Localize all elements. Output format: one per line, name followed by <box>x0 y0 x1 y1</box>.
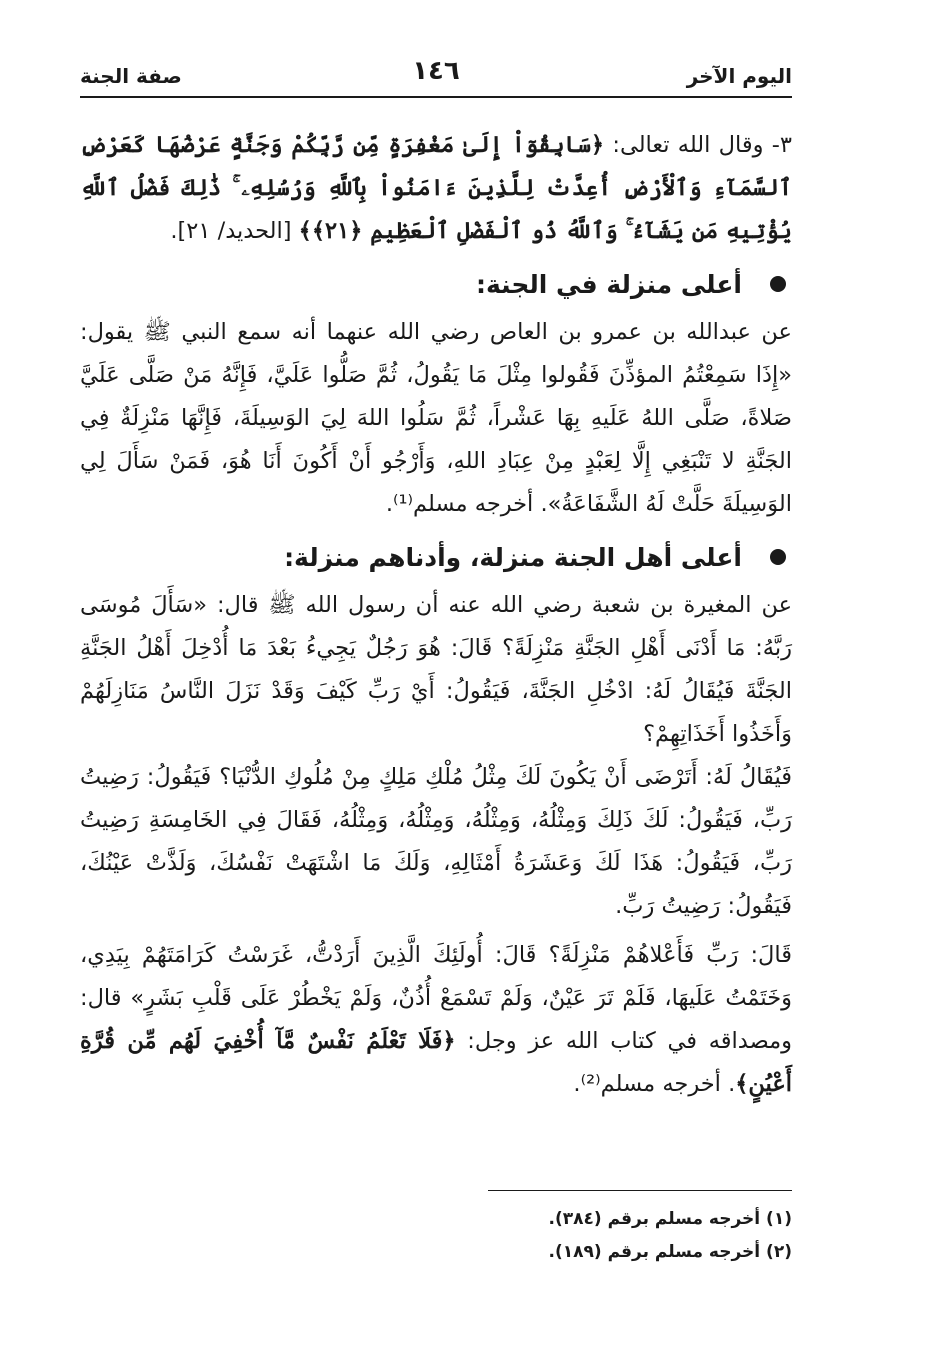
bullet-icon <box>770 549 786 565</box>
hadith-musa-part-1: عن المغيرة بن شعبة رضي الله عنه أن رسول الله ﷺ قال: «سَأَلَ مُوسَى رَبَّهُ: مَا أَدْنَى أَهْلِ الجَنَّةِ مَنْزِلَةً؟ قَالَ: هُوَ رَجُلٌ يَجِيءُ بَعْدَ مَا أُدْخِلَ أَهْلُ الجَنَّةِ الجَنَّةَ فَيُقَالُ لَهُ: ادْخُلِ الجَنَّةَ، فَيَقُولُ: أَيْ رَبِّ كَيْفَ وَقَدْ نَزَلَ النَّاسُ مَنَازِلَهُمْ وَأَخَذُوا أَخَذَاتِهِمْ؟ <box>80 592 792 747</box>
section-heading-highest-rank <box>80 259 792 311</box>
hadith-source: . أخرجه مسلم⁽²⁾. <box>573 1071 736 1097</box>
quran-verse-hadid: ﴿سَابِقُوٓاْ إِلَىٰ مَغْفِرَةٍ مِّن رَّبِّكُمْ وَجَنَّةٍ عَرْضُهَا كَعَرْضِ ٱلسَّمَآءِ وَٱلْأَرْضِ أُعِدَّتْ لِلَّذِينَ ءَامَنُواْ بِٱللَّهِ وَرُسُلِهِۦ ۚ ذَٰلِكَ فَضْلُ ٱللَّهِ يُؤْتِيهِ مَن يَشَآءُ ۚ وَٱللَّهُ ذُو ٱلْفَضْلِ ٱلْعَظِيمِ ﴿٢١﴾﴾ <box>80 132 792 244</box>
heading-text: أعلى منزلة في الجنة: <box>475 270 742 299</box>
heading-text: أعلى أهل الجنة منزلة، وأدناهم منزلة: <box>284 543 742 572</box>
chapter-title: اليوم الآخر <box>686 64 792 88</box>
section-heading-highest-lowest <box>80 532 792 584</box>
bullet-icon <box>770 276 786 292</box>
page-number: ١٤٦ <box>412 56 460 86</box>
verse-reference: [الحديد/ ٢١]. <box>170 218 299 244</box>
item-3-intro: ٣- وقال الله تعالى: <box>604 132 792 158</box>
footnotes <box>80 1203 792 1269</box>
running-header <box>80 52 792 94</box>
hadith-musa-part-3 <box>80 934 792 1106</box>
footnote-2: (٢) أخرجه مسلم برقم (١٨٩). <box>548 1242 792 1262</box>
hadith-wasila: عن عبدالله بن عمرو بن العاص رضي الله عنهما أنه سمع النبي ﷺ يقول: «إِذَا سَمِعْتُمُ المؤذِّنَ فَقُولوا مِثْلَ مَا يَقُولُ، ثُمَّ صَلُّوا عَلَيَّ، فَإِنَّهُ مَنْ صَلَّى عَلَيَّ صَلاةً، صَلَّى اللهُ عَلَيهِ بِهَا عَشْراً، ثُمَّ سَلُوا اللهَ لِيَ الوَسِيلَةَ، فَإِنَّهَا مَنْزِلَةٌ فِي الجَنَّةِ لا تَنْبَغِي إِلَّا لِعَبْدٍ مِنْ عِبَادِ اللهِ، وَأَرْجُو أَنْ أَكُونَ أَنَا هُوَ، فَمَنْ سَأَلَ لِي الوَسِيلَةَ حَلَّتْ لَهُ الشَّفَاعَةُ». أخرجه مسلم⁽¹⁾. <box>80 319 792 517</box>
item-3-paragraph <box>80 124 792 253</box>
hadith-musa-part-2: فَيُقَالُ لَهُ: أَتَرْضَى أَنْ يَكُونَ لَكَ مِثْلُ مُلْكِ مَلِكٍ مِنْ مُلُوكِ الدُّنْيَا؟ فَيَقُولُ: رَضِيتُ رَبِّ، فَيَقُولُ: لَكَ ذَلِكَ وَمِثْلُهُ، وَمِثْلُهُ، وَمِثْلُهُ، وَمِثْلُهُ، فَقَالَ فِي الخَامِسَةِ رَضِيتُ رَبِّ، فَيَقُولُ: هَذَا لَكَ وَعَشَرَةُ أَمْثَالِهِ، وَلَكَ مَا اشْتَهَتْ نَفْسُكَ، وَلَذَّتْ عَيْنُكَ، فَيَقُولُ: رَضِيتُ رَبِّ. <box>80 764 792 919</box>
footnote-1: (١) أخرجه مسلم برقم (٣٨٤). <box>548 1209 792 1229</box>
page-body <box>80 124 792 1106</box>
header-rule <box>80 96 792 98</box>
section-title: صفة الجنة <box>80 64 182 88</box>
footnote-rule <box>488 1190 792 1191</box>
hadith-text: قَالَ: رَبِّ فَأَعْلاهُمْ مَنْزِلَةً؟ قَالَ: أُولَئِكَ الَّذِينَ أَرَدْتُّ، غَرَسْتُ كَرَامَتَهُمْ بِيَدِي، وَخَتَمْتُ عَلَيهَا، فَلَمْ تَرَ عَيْنٌ، وَلَمْ تَسْمَعْ أُذُنٌ، وَلَمْ يَخْطُرْ عَلَى قَلْبِ بَشَرٍ» قال: ومصداقه في كتاب الله عز وجل: <box>80 942 793 1054</box>
quran-verse-sajda: ﴿فَلَا تَعْلَمُ نَفْسٌ مَّآ أُخْفِيَ لَهُم مِّن قُرَّةِ أَعْيُنٍ﴾ <box>80 1028 792 1097</box>
